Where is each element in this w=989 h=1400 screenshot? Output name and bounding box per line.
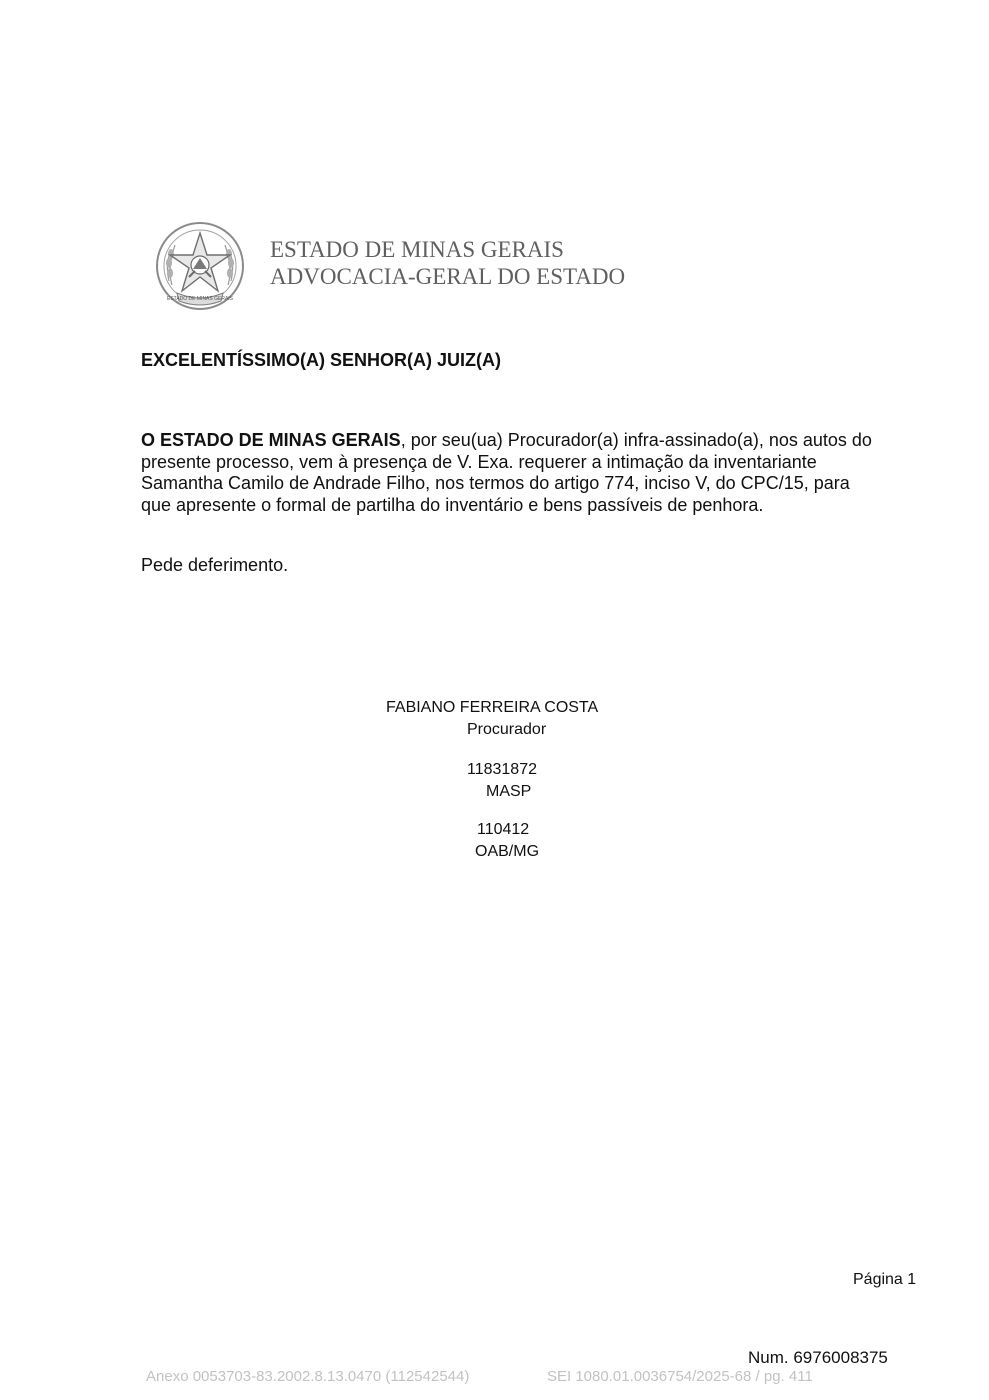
seal-ribbon-text: ESTADO DE MINAS GERAIS (166, 296, 234, 302)
oab-number: 110412 (477, 821, 530, 838)
footer-sei: SEI 1080.01.0036754/2025-68 / pg. 411 (547, 1368, 813, 1385)
organization-header (270, 236, 625, 290)
petition-body (141, 430, 881, 516)
document-number: Num. 6976008375 (748, 1348, 888, 1367)
state-name: ESTADO DE MINAS GERAIS (270, 237, 564, 262)
footer-annex: Anexo 0053703-83.2002.8.13.0470 (112542544) (146, 1368, 470, 1385)
addressee-heading: EXCELENTÍSSIMO(A) SENHOR(A) JUIZ(A) (141, 350, 501, 370)
petition-text: , por seu(ua) Procurador(a) infra-assinado(a), nos autos do presente processo, vem à presença de V. Exa. requerer a intimação da inventariante Samantha Camilo de Andrade Filho, nos termos do artigo 774, inciso V, do CPC/15, para que apresente o formal de partilha do inventário e bens passíveis de penhora. (141, 430, 872, 515)
agency-name: ADVOCACIA-GERAL DO ESTADO (270, 264, 626, 289)
masp-label: MASP (486, 783, 532, 800)
masp-number: 11831872 (467, 761, 537, 778)
signatory-name: FABIANO FERREIRA COSTA (386, 699, 599, 716)
signatory-role: Procurador (467, 721, 547, 738)
petitioner-name: O ESTADO DE MINAS GERAIS (141, 430, 401, 450)
page-number: Página 1 (853, 1271, 917, 1288)
closing-request: Pede deferimento. (141, 555, 289, 575)
state-seal-icon (155, 221, 245, 311)
oab-label: OAB/MG (475, 843, 540, 860)
